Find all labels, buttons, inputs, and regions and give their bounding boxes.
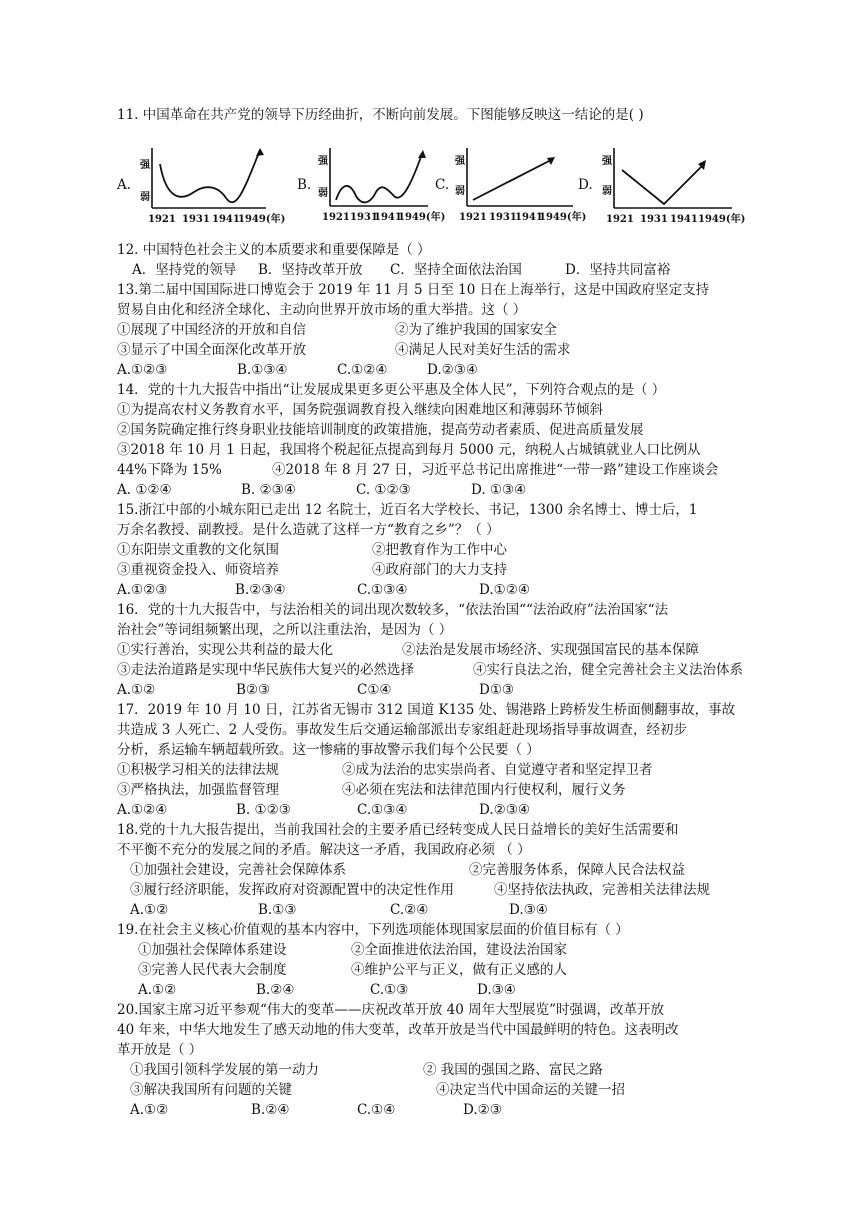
q18-item-3: ③履行经济职能，发挥政府对资源配置中的决定性作用	[130, 882, 454, 898]
q20-item-1: ①我国引领科学发展的第一动力	[130, 1062, 319, 1078]
q11-graph-a-tick-1: 1921	[148, 214, 176, 225]
q11-option-a-label: A.	[117, 177, 132, 193]
q15-line-1: 15.浙江中部的小城东阳已走出 12 名院士，近百名大学校长、书记，1300 余名博士、博士后，1	[117, 502, 698, 518]
q13-line-1: 13.第二届中国国际进口博览会于 2019 年 11 月 5 日至 10 日在上海举行，这是中国政府坚定支持	[117, 282, 710, 298]
q15-option-d: D.①②④	[479, 582, 530, 598]
q11-option-c-label: C.	[435, 177, 450, 193]
q19-item-4: ④维护公平与正义，做有正义感的人	[351, 962, 567, 978]
q20-line-1: 20.国家主席习近平参观“伟大的变革——庆祝改革开放 40 周年大型展览”时强调，改革开放	[117, 1002, 665, 1018]
q12-option-a: A．坚持党的领导	[132, 262, 237, 278]
q11-graph-b-y-top: 强	[318, 156, 328, 167]
q13-item-3: ③显示了中国全面深化改革开放	[117, 342, 306, 358]
q12-option-b: B．坚持改革开放	[258, 262, 363, 278]
q11-graph-a-y-top: 强	[140, 160, 150, 171]
q12-stem: 12. 中国特色社会主义的本质要求和重要保障是（ ）	[117, 242, 431, 258]
q20-line-2: 40 年来，中华大地发生了感天动地的伟大变革，改革开放是当代中国最鲜明的特色。这表明改	[117, 1022, 679, 1038]
q13-option-a: A.①②③	[117, 362, 168, 378]
q18-option-c: C.②④	[390, 902, 429, 918]
q17-item-3: ③严格执法，加强监督管理	[117, 782, 279, 798]
q13-option-c: C.①②④	[337, 362, 388, 378]
q19-item-2: ②全面推进依法治国，建设法治国家	[351, 942, 567, 958]
q16-item-3: ③走法治道路是实现中华民族伟大复兴的必然选择	[117, 662, 414, 678]
q11-graph-b-tick-1: 1921	[322, 212, 350, 223]
q18-option-d: D.③④	[509, 902, 548, 918]
q15-option-c: C.①③④	[357, 582, 408, 598]
q11-graph-b-y-bottom: 弱	[318, 188, 328, 199]
q13-item-2: ②为了维护我国的国家安全	[395, 322, 557, 338]
q14-item-2: ②国务院确定推行终身职业技能培训制度的政策措施，提高劳动者素质、促进高质量发展	[117, 422, 644, 438]
q19-option-c: C.①③	[370, 982, 409, 998]
q11-graph-c	[455, 142, 587, 230]
q18-option-b: B.①③	[258, 902, 297, 918]
q14-option-d: D. ①③④	[471, 482, 527, 498]
q11-graph-a-y-bottom: 弱	[140, 192, 150, 203]
q15-line-2: 万余名教授、副教授。是什么造就了这样一方“教育之乡”？（ ）	[117, 522, 500, 538]
q16-option-a: A.①②	[117, 682, 156, 698]
q14-item-1: ①为提高农村义务教育水平，国务院强调教育投入继续向困难地区和薄弱环节倾斜	[117, 402, 603, 418]
q20-option-d: D.②③	[463, 1102, 502, 1118]
q20-option-c: C.①④	[357, 1102, 396, 1118]
q19-option-d: D.③④	[477, 982, 516, 998]
q16-line-2: 治社会”等词组频繁出现，之所以注重法治，是因为（ ）	[117, 622, 453, 638]
q18-item-1: ①加强社会建设，完善社会保障体系	[130, 862, 346, 878]
q14-option-b: B. ②③④	[241, 482, 296, 498]
q11-graph-b-tick-3: 1941	[374, 212, 402, 223]
q18-item-2: ②完善服务体系，保障人民合法权益	[469, 862, 685, 878]
q11-graph-d	[600, 142, 746, 230]
q15-option-b: B.②③④	[235, 582, 286, 598]
q11-graph-a-tick-2: 1931	[182, 214, 210, 225]
q18-option-a: A.①②	[130, 902, 169, 918]
q12-option-c: C．坚持全面依法治国	[390, 262, 522, 278]
q11-graph-a-tick-3: 1941	[212, 214, 240, 225]
q20-item-2: ② 我国的强国之路、富民之路	[423, 1062, 603, 1078]
q14-option-c: C. ①②③	[356, 482, 411, 498]
q17-line-3: 分析，系运输车辆超载所致。这一惨痛的事故警示我们每个公民要（ ）	[117, 742, 540, 758]
q17-item-4: ④必须在宪法和法律范围内行使权利，履行义务	[342, 782, 626, 798]
q11-graph-c-y-bottom: 弱	[455, 186, 465, 197]
q17-option-b: B. ①②③	[236, 802, 291, 818]
q20-option-a: A.①②	[130, 1102, 169, 1118]
q19-stem: 19.在社会主义核心价值观的基本内容中，下列选项能体现国家层面的价值目标有（ ）	[117, 922, 629, 938]
q14-stem: 14．党的十九大报告中指出“让发展成果更多更公平惠及全体人民”，下列符合观点的是（ ）	[117, 382, 666, 398]
q11-graph-d-tick-3: 1941	[670, 214, 698, 225]
q20-item-4: ④决定当代中国命运的关键一招	[436, 1082, 625, 1098]
q18-line-1: 18.党的十九大报告提出，当前我国社会的主要矛盾已经转变成人民日益增长的美好生活需要和	[117, 822, 679, 838]
q17-item-1: ①积极学习相关的法律法规	[117, 762, 279, 778]
q15-item-2: ②把教育作为工作中心	[372, 542, 507, 558]
q20-item-3: ③解决我国所有问题的关键	[130, 1082, 292, 1098]
q11-graph-c-tick-1: 1921	[459, 212, 487, 223]
q13-line-2: 贸易自由化和经济全球化、主动向世界开放市场的重大举措。这（ ）	[117, 302, 527, 318]
q11-graph-d-tick-4: 1949(年)	[698, 214, 746, 225]
q16-item-1: ①实行善治，实现公共利益的最大化	[117, 642, 333, 658]
q14-item-4: ④2018 年 8 月 27 日，习近平总书记出席推进“一带一路”建设工作座谈会	[272, 462, 719, 478]
q17-line-2: 共造成 3 人死亡、2 人受伤。事故发生后交通运输部派出专家组赶赴现场指导事故调查，经初步	[117, 722, 688, 738]
q16-line-1: 16．党的十九大报告中，与法治相关的词出现次数较多，“依法治国““法治政府”法治国家“法	[117, 602, 669, 618]
q19-option-a: A.①②	[138, 982, 177, 998]
q13-item-1: ①展现了中国经济的开放和自信	[117, 322, 306, 338]
q17-item-2: ②成为法治的忠实崇尚者、自觉遵守者和坚定捍卫者	[342, 762, 653, 778]
q11-graph-c-tick-2: 1931	[489, 212, 517, 223]
q11-graph-b-tick-4: 1949(年)	[398, 212, 446, 223]
q14-item-3-line-1: ③2018 年 10 月 1 日起，我国将个税起征点提高到每月 5000 元，纳税人占城镇就业人口比例从	[117, 442, 701, 458]
q16-option-d: D①③	[479, 682, 515, 698]
q11-option-d-label: D.	[578, 177, 593, 193]
q19-item-1: ①加强社会保障体系建设	[138, 942, 287, 958]
q11-graph-d-y-top: 强	[602, 156, 612, 167]
q19-option-b: B.②④	[256, 982, 295, 998]
q16-item-4: ④实行良法之治，健全完善社会主义法治体系	[473, 662, 743, 678]
q14-item-3-line-2: 44%下降为 15%	[117, 462, 222, 478]
q15-option-a: A.①②③	[117, 582, 168, 598]
q11-graph-c-y-top: 强	[455, 156, 465, 167]
q13-option-b: B.①③④	[237, 362, 288, 378]
q11-graph-a	[138, 142, 286, 230]
q11-graph-c-tick-4: 1949(年)	[539, 212, 587, 223]
q20-option-b: B.②④	[251, 1102, 290, 1118]
q11-graph-c-tick-3: 1941	[515, 212, 543, 223]
q15-item-1: ①东阳崇文重教的文化氛围	[117, 542, 279, 558]
q18-item-4: ④坚持依法执政，完善相关法律法规	[494, 882, 710, 898]
q15-item-4: ④政府部门的大力支持	[372, 562, 507, 578]
q13-option-d: D.②③④	[427, 362, 478, 378]
q11-graph-d-tick-2: 1931	[640, 214, 668, 225]
q17-line-1: 17．2019 年 10 月 10 日，江苏省无锡市 312 国道 K135 处、锡港路上跨桥发生桥面侧翻事故，事故	[117, 702, 736, 718]
q12-option-d: D．坚持共同富裕	[565, 262, 671, 278]
q13-item-4: ④满足人民对美好生活的需求	[395, 342, 571, 358]
q19-item-3: ③完善人民代表大会制度	[138, 962, 287, 978]
q15-item-3: ③重视资金投入、师资培养	[117, 562, 279, 578]
q20-line-3: 革开放是（ ）	[117, 1042, 203, 1058]
q16-option-b: B②③	[236, 682, 271, 698]
q17-option-c: C.①③④	[357, 802, 408, 818]
q11-graph-d-tick-1: 1921	[606, 214, 634, 225]
q14-option-a: A. ①②④	[117, 482, 172, 498]
q16-item-2: ②法治是发展市场经济、实现强国富民的基本保障	[402, 642, 699, 658]
q16-option-c: C①④	[357, 682, 392, 698]
q11-graph-a-tick-4: 1949(年)	[238, 214, 286, 225]
q11-graph-d-y-bottom: 弱	[602, 186, 612, 197]
q11-stem: 11. 中国革命在共产党的领导下历经曲折，不断向前发展。下图能够反映这一结论的是( )	[117, 107, 644, 123]
q17-option-d: D.②③④	[479, 802, 530, 818]
q17-option-a: A.①②④	[117, 802, 168, 818]
q18-line-2: 不平衡不充分的发展之间的矛盾。解决这一矛盾，我国政府必须 （ ）	[117, 842, 531, 858]
q11-graph-b	[318, 142, 446, 230]
q11-option-b-label: B.	[297, 177, 312, 193]
q11-graph-b-tick-2: 1931	[350, 212, 378, 223]
